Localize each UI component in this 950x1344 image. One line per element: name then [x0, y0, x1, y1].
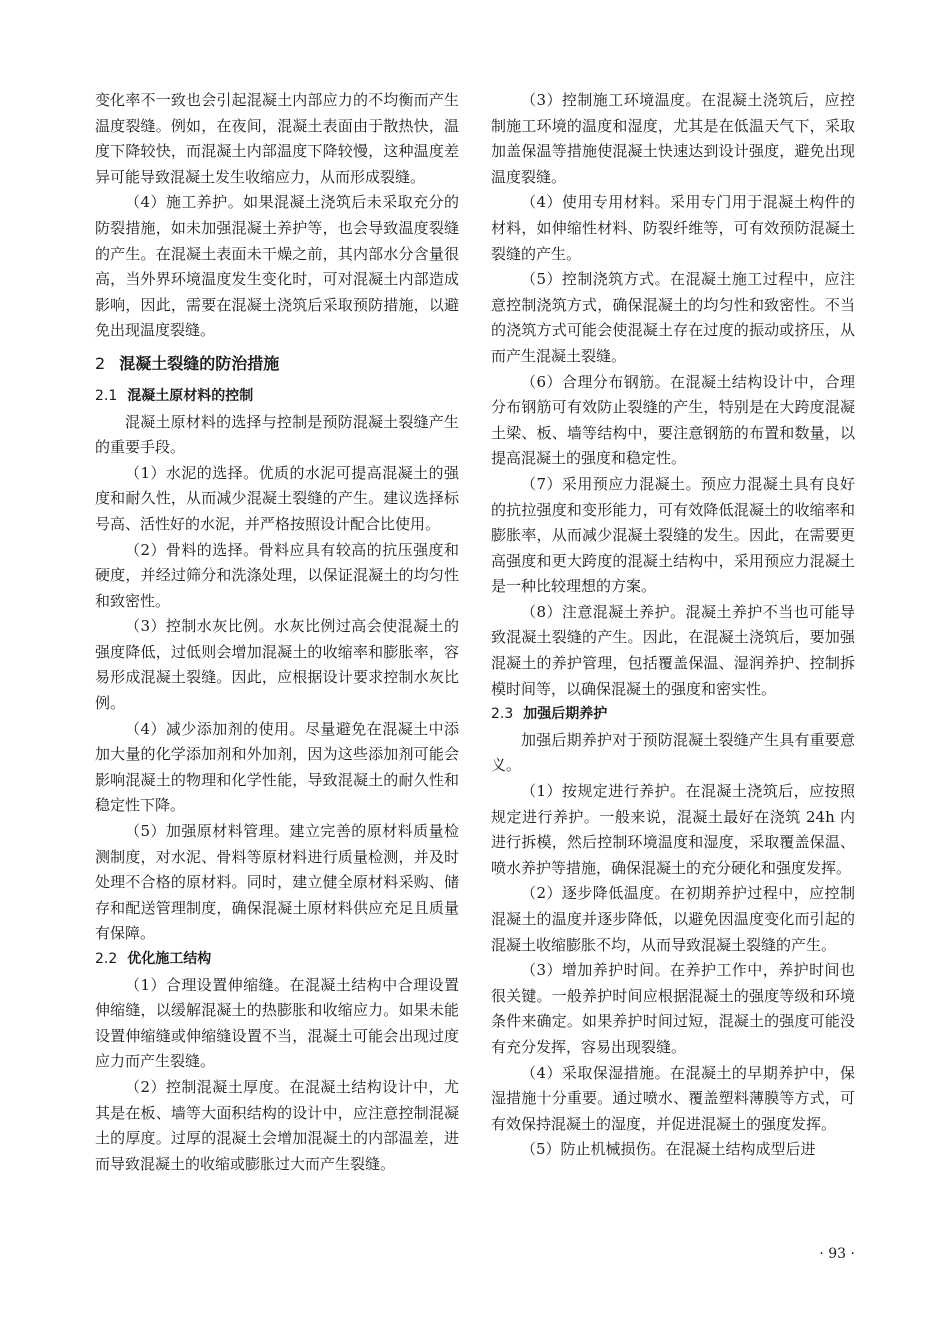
- paragraph: （4）使用专用材料。采用专门用于混凝土构件的材料，如伸缩性材料、防裂纤维等，可有效预防混凝土裂缝的产生。: [491, 193, 855, 263]
- paragraph: （5）控制浇筑方式。在混凝土施工过程中，应注意控制浇筑方式，确保混凝土的均匀性和致密性。不当的浇筑方式可能会使混凝土存在过度的振动或挤压，从而产生混凝土裂缝。: [491, 270, 855, 365]
- paragraph: （7）采用预应力混凝土。预应力混凝土具有良好的抗拉强度和变形能力，可有效降低混凝土的收缩率和膨胀率，从而减少混凝土裂缝的发生。因此，在需要更高强度和更大跨度的混凝土结构中，采用预应力混凝土是一种比较理想的方案。: [491, 474, 855, 596]
- paragraph: （4）采取保湿措施。在混凝土的早期养护中，保湿措施十分重要。通过喷水、覆盖塑料薄膜等方式，可有效保持混凝土的湿度，并促进混凝土的强度发挥。: [491, 1063, 855, 1133]
- paragraph: （1）水泥的选择。优质的水泥可提高混凝土的强度和耐久性，从而减少混凝土裂缝的产生。建议选择标号高、活性好的水泥，并严格按照设计配合比使用。: [95, 463, 459, 533]
- paragraph: 混凝土原材料的选择与控制是预防混凝土裂缝产生的重要手段。: [95, 412, 459, 457]
- right-column: [491, 88, 855, 1163]
- section-number: 2: [95, 353, 106, 373]
- paragraph: （3）控制水灰比例。水灰比例过高会使混凝土的强度降低，过低则会增加混凝土的收缩率和膨胀率，容易形成混凝土裂缝。因此，应根据设计要求控制水灰比例。: [95, 617, 459, 713]
- paragraph: 加强后期养护对于预防混凝土裂缝产生具有重要意义。: [491, 730, 855, 775]
- paragraph: （2）骨料的选择。骨料应具有较高的抗压强度和硬度，并经过筛分和洗涤处理，以保证混凝土的均匀性和致密性。: [95, 540, 459, 610]
- paragraph: （6）合理分布钢筋。在混凝土结构设计中，合理分布钢筋可有效防止裂缝的产生，特别是在大跨度混凝土梁、板、墙等结构中，要注意钢筋的布置和数量，以提高混凝土的强度和稳定性。: [491, 372, 855, 468]
- paragraph: （1）合理设置伸缩缝。在混凝土结构中合理设置伸缩缝，以缓解混凝土的热膨胀和收缩应力。如果未能设置伸缩缝或伸缩缝设置不当，混凝土可能会出现过度应力而产生裂缝。: [95, 975, 459, 1071]
- paragraph: （2）控制混凝土厚度。在混凝土结构设计中，尤其是在板、墙等大面积结构的设计中，应注意控制混凝土的厚度。过厚的混凝土会增加混凝土的内部温差，进而导致混凝土的收缩或膨胀过大而产生裂缝。: [95, 1077, 459, 1173]
- paragraph: （1）按规定进行养护。在混凝土浇筑后，应按照规定进行养护。一般来说，混凝土最好在浇筑 24h 内进行拆模，然后控制环境温度和湿度，采取覆盖保温、喷水养护等措施，确保混凝土的充分硬化和强度发挥。: [491, 782, 855, 877]
- subsection-number: 2.2: [95, 951, 118, 967]
- subsection-title: 加强后期养护: [523, 706, 608, 723]
- subsection-number: 2.1: [95, 387, 118, 404]
- page-number: · 93 ·: [819, 1246, 855, 1262]
- subsection-title: 混凝土原材料的控制: [127, 387, 254, 404]
- paragraph: （5）加强原材料管理。建立完善的原材料质量检测制度，对水泥、骨料等原材料进行质量检测，并及时处理不合格的原材料。同时，建立健全原材料采购、储存和配送管理制度，确保混凝土原材料供应充足且质量有保障。: [95, 822, 459, 943]
- left-column: [95, 88, 459, 1177]
- paragraph: （5）防止机械损伤。在混凝土结构成型后进: [521, 1140, 816, 1159]
- subsection-heading-2-1: [95, 384, 459, 410]
- section-heading-2: [95, 350, 459, 378]
- section-title: 混凝土裂缝的防治措施: [119, 353, 280, 373]
- subsection-heading-2-2: [95, 947, 459, 973]
- paragraph: （8）注意混凝土养护。混凝土养护不当也可能导致混凝土裂缝的产生。因此，在混凝土浇筑后，要加强混凝土的养护管理，包括覆盖保温、湿润养护、控制拆模时间等，以确保混凝土的强度和密实性。: [491, 602, 855, 698]
- paragraph: （3）控制施工环境温度。在混凝土浇筑后，应控制施工环境的温度和湿度，尤其是在低温天气下，采取加盖保温等措施使混凝土快速达到设计强度，避免出现温度裂缝。: [491, 91, 855, 186]
- subsection-heading-2-3: [491, 702, 855, 728]
- subsection-title: 优化施工结构: [127, 951, 212, 967]
- paragraph: （3）增加养护时间。在养护工作中，养护时间也很关键。一般养护时间应根据混凝土的强度等级和环境条件来确定。如果养护时间过短，混凝土的强度可能没有充分发挥，容易出现裂缝。: [491, 961, 855, 1056]
- paragraph: （2）逐步降低温度。在初期养护过程中，应控制混凝土的温度并逐步降低，以避免因温度变化而引起的混凝土收缩膨胀不均，从而导致混凝土裂缝的产生。: [491, 884, 855, 954]
- paragraph: （4）减少添加剂的使用。尽量避免在混凝土中添加大量的化学添加剂和外加剂，因为这些添加剂可能会影响混凝土的物理和化学性能，导致混凝土的耐久性和稳定性下降。: [95, 719, 459, 815]
- paragraph: （4）施工养护。如果混凝土浇筑后未采取充分的防裂措施，如未加强混凝土养护等，也会导致温度裂缝的产生。在混凝土表面未干燥之前，其内部水分含量很高，当外界环境温度发生变化时，可对混凝土内部造成影响，因此，需要在混凝土浇筑后采取预防措施，以避免出现温度裂缝。: [95, 193, 459, 340]
- paragraph: 变化率不一致也会引起混凝土内部应力的不均衡而产生温度裂缝。例如，在夜间，混凝土表面由于散热快，温度下降较快，而混凝土内部温度下降较慢，这种温度差异可能导致混凝土发生收缩应力，从而形成裂缝。: [95, 91, 459, 186]
- subsection-number: 2.3: [491, 706, 514, 723]
